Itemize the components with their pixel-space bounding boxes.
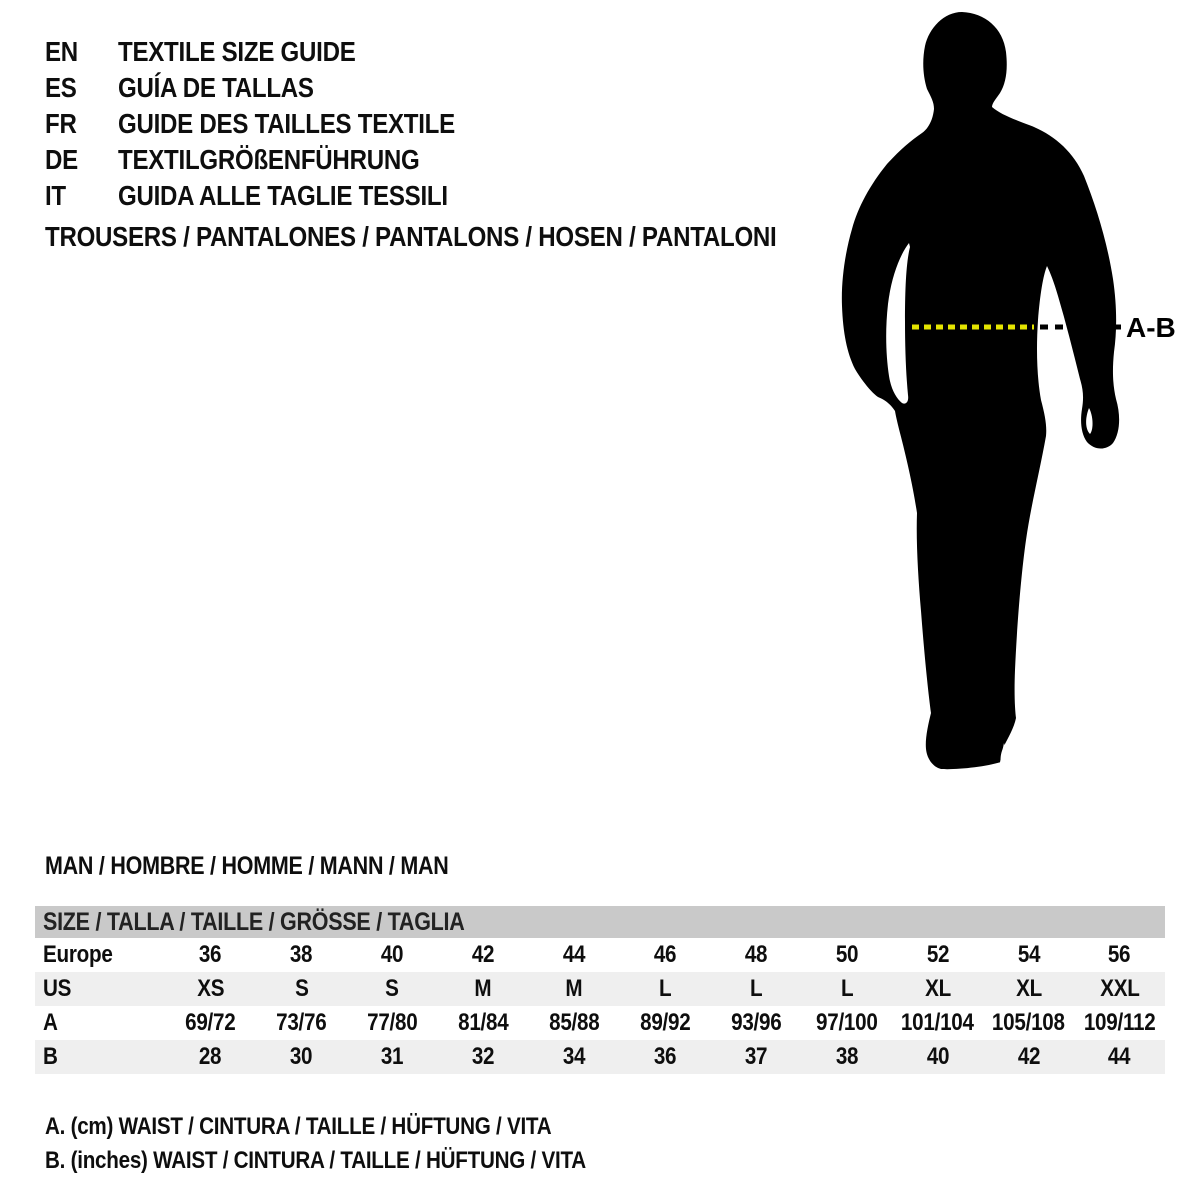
size-cell: 42 <box>1017 1043 1040 1070</box>
table-row-a-cm <box>35 1006 1165 1040</box>
size-cell: 56 <box>1108 941 1131 968</box>
size-cell: 42 <box>471 941 495 968</box>
size-cell: L <box>749 975 763 1002</box>
size-cell: 69/72 <box>185 1009 236 1036</box>
size-cell: S <box>294 975 309 1002</box>
size-cell: 93/96 <box>730 1009 782 1036</box>
size-cell: 32 <box>471 1043 495 1070</box>
size-cell: XXL <box>1099 975 1140 1002</box>
size-cell: 40 <box>926 1043 949 1070</box>
table-row-b-inches <box>35 1040 1165 1074</box>
size-cell: 30 <box>290 1043 313 1070</box>
size-cell: L <box>840 975 853 1002</box>
size-cell: M <box>474 975 492 1002</box>
measure-label-ab: A-B <box>1126 312 1176 343</box>
size-cell: 73/76 <box>276 1009 327 1036</box>
size-cell: 46 <box>653 941 677 968</box>
footnote-b-inches: B. (inches) WAIST / CINTURA / TAILLE / HÜFTUNG / VITA <box>45 1147 586 1174</box>
language-title: GUÍA DE TALLAS <box>118 72 314 103</box>
table-row-us <box>35 972 1165 1006</box>
size-cell: 44 <box>562 941 586 968</box>
size-cell: XL <box>924 975 951 1002</box>
row-label: US <box>43 975 72 1002</box>
table-row-europe <box>35 938 1165 972</box>
size-cell: 36 <box>199 941 222 968</box>
language-code: FR <box>45 108 77 139</box>
language-code: EN <box>45 36 78 67</box>
size-cell: 48 <box>744 941 768 968</box>
size-table <box>35 906 1165 1074</box>
size-cell: M <box>565 975 583 1002</box>
footnote-a-cm: A. (cm) WAIST / CINTURA / TAILLE / HÜFTUNG / VITA <box>45 1113 552 1140</box>
row-label: A <box>43 1009 58 1036</box>
size-table-header-row <box>35 906 1165 938</box>
size-cell: 38 <box>835 1043 859 1070</box>
size-cell: 31 <box>381 1043 404 1070</box>
size-cell: XL <box>1015 975 1042 1002</box>
size-cell: 109/112 <box>1083 1009 1156 1036</box>
language-code: DE <box>45 144 78 175</box>
size-cell: L <box>658 975 672 1002</box>
size-cell: 40 <box>381 941 404 968</box>
size-cell: 52 <box>926 941 949 968</box>
size-cell: XS <box>196 975 224 1002</box>
language-title: TEXTILE SIZE GUIDE <box>118 36 356 67</box>
man-silhouette <box>842 12 1119 769</box>
language-code: IT <box>45 180 66 211</box>
size-cell: 37 <box>744 1043 768 1070</box>
size-table-section <box>35 906 1165 1074</box>
language-title: GUIDE DES TAILLES TEXTILE <box>118 108 455 139</box>
category-heading: TROUSERS / PANTALONES / PANTALONS / HOSEN / PANTALONI <box>45 221 777 252</box>
size-cell: S <box>385 975 400 1002</box>
size-cell: 44 <box>1108 1043 1131 1070</box>
size-cell: 50 <box>835 941 859 968</box>
size-cell: 36 <box>653 1043 677 1070</box>
language-title: GUIDA ALLE TAGLIE TESSILI <box>118 180 448 211</box>
section-title: MAN / HOMBRE / HOMME / MANN / MAN <box>45 852 449 880</box>
language-code: ES <box>45 72 77 103</box>
size-cell: 89/92 <box>639 1009 691 1036</box>
measurement-footnotes <box>45 1110 674 1178</box>
size-cell: 97/100 <box>815 1009 878 1036</box>
size-cell: 28 <box>199 1043 222 1070</box>
row-label: Europe <box>43 941 113 968</box>
size-cell: 38 <box>290 941 313 968</box>
size-cell: 105/108 <box>992 1009 1066 1036</box>
size-cell: 34 <box>562 1043 586 1070</box>
size-cell: 81/84 <box>457 1009 509 1036</box>
size-cell: 77/80 <box>367 1009 418 1036</box>
size-cell: 85/88 <box>548 1009 600 1036</box>
size-cell: 54 <box>1017 941 1040 968</box>
row-label: B <box>43 1043 58 1070</box>
size-table-header: SIZE / TALLA / TAILLE / GRÖSSE / TAGLIA <box>43 907 465 936</box>
size-cell: 101/104 <box>901 1009 975 1036</box>
language-title: TEXTILGRÖßENFÜHRUNG <box>118 144 420 175</box>
